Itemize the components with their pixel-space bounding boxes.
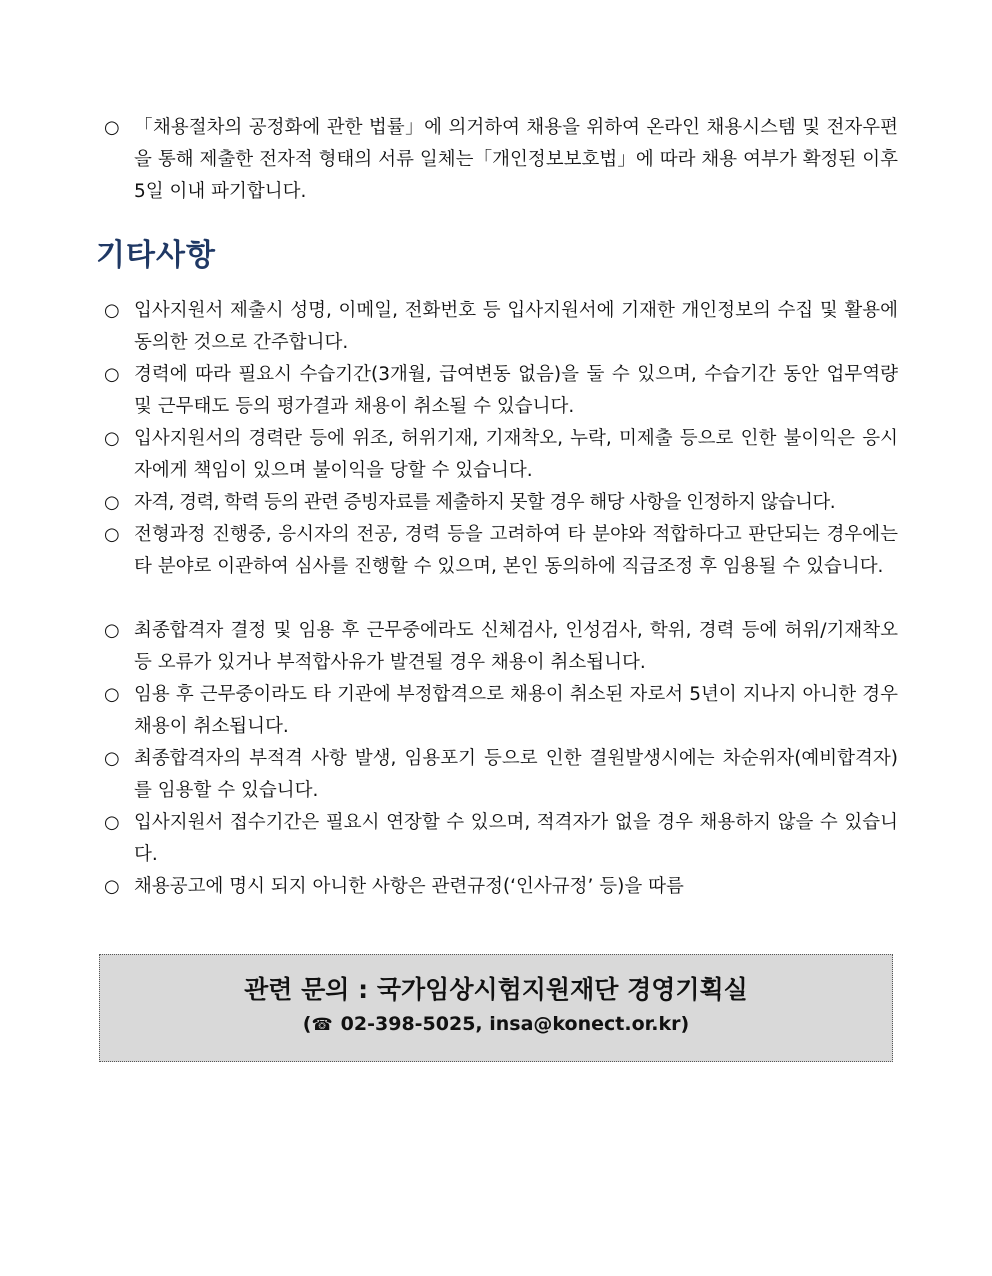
circle-bullet-icon: ○ xyxy=(104,684,120,705)
circle-bullet-icon: ○ xyxy=(104,748,120,769)
phone-icon: ☎ xyxy=(311,1015,333,1035)
list-item-text: 최종합격자의 부적격 사항 발생, 임용포기 등으로 인한 결원발생시에는 차순위자(예비합격자)를 임용할 수 있습니다. xyxy=(134,748,898,801)
list-item xyxy=(104,615,898,679)
list-item xyxy=(104,487,898,519)
list-item-text: 자격, 경력, 학력 등의 관련 증빙자료를 제출하지 못할 경우 해당 사항을 인정하지 않습니다. xyxy=(134,492,835,513)
list-item xyxy=(104,519,898,583)
list-item-text: 입사지원서 제출시 성명, 이메일, 전화번호 등 입사지원서에 기재한 개인정보의 수집 및 활용에 동의한 것으로 간주합니다. xyxy=(134,300,898,353)
list-item-text: 임용 후 근무중이라도 타 기관에 부정합격으로 채용이 취소된 자로서 5년이 지나지 아니한 경우 채용이 취소됩니다. xyxy=(134,684,898,737)
circle-bullet-icon: ○ xyxy=(104,428,120,449)
list-item-text: 전형과정 진행중, 응시자의 전공, 경력 등을 고려하여 타 분야와 적합하다고 판단되는 경우에는 타 분야로 이관하여 심사를 진행할 수 있으며, 본인 동의하에 직급조정 후 임용될 수 있습니다. xyxy=(134,524,898,577)
list-item-text: 채용공고에 명시 되지 아니한 사항은 관련규정(‘인사규정’ 등)을 따름 xyxy=(134,876,684,897)
list-item xyxy=(104,807,898,871)
contact-title: 관련 문의 : 국가임상시험지원재단 경영기획실 xyxy=(244,975,748,1004)
list-item xyxy=(104,423,898,487)
circle-bullet-icon: ○ xyxy=(104,492,120,513)
list-item-text: 최종합격자 결정 및 임용 후 근무중에라도 신체검사, 인성검사, 학위, 경력 등에 허위/기재착오 등 오류가 있거나 부적합사유가 발견될 경우 채용이 취소됩니다. xyxy=(134,620,898,673)
list-item xyxy=(104,871,898,903)
circle-bullet-icon: ○ xyxy=(104,364,120,385)
list-item xyxy=(104,359,898,423)
list-item-text: 입사지원서의 경력란 등에 위조, 허위기재, 기재착오, 누락, 미제출 등으로 인한 불이익은 응시자에게 책임이 있으며 불이익을 당할 수 있습니다. xyxy=(134,428,898,481)
list-item xyxy=(104,295,898,359)
circle-bullet-icon: ○ xyxy=(104,117,120,138)
list-item-text: 입사지원서 접수기간은 필요시 연장할 수 있으며, 적격자가 없을 경우 채용하지 않을 수 있습니다. xyxy=(134,812,898,865)
circle-bullet-icon: ○ xyxy=(104,620,120,641)
section-heading: 기타사항 xyxy=(96,238,216,273)
intro-item-text: 「채용절차의 공정화에 관한 법률」에 의거하여 채용을 위하여 온라인 채용시스템 및 전자우편을 통해 제출한 전자적 형태의 서류 일체는「개인정보보호법」에 따라 채용 여부가 확정된 이후 5일 이내 파기합니다. xyxy=(134,117,898,202)
open-paren: ( xyxy=(302,1013,312,1035)
circle-bullet-icon: ○ xyxy=(104,524,120,545)
contact-box xyxy=(99,954,893,1062)
circle-bullet-icon: ○ xyxy=(104,812,120,833)
circle-bullet-icon: ○ xyxy=(104,300,120,321)
intro-list-item xyxy=(104,112,898,208)
contact-detail xyxy=(100,1010,892,1039)
list-item xyxy=(104,743,898,807)
list-item-text: 경력에 따라 필요시 수습기간(3개월, 급여변동 없음)을 둘 수 있으며, 수습기간 동안 업무역량 및 근무태도 등의 평가결과 채용이 취소될 수 있습니다. xyxy=(134,364,898,417)
circle-bullet-icon: ○ xyxy=(104,876,120,897)
list-item xyxy=(104,679,898,743)
contact-phone-email: 02-398-5025, insa@konect.or.kr) xyxy=(340,1013,690,1035)
